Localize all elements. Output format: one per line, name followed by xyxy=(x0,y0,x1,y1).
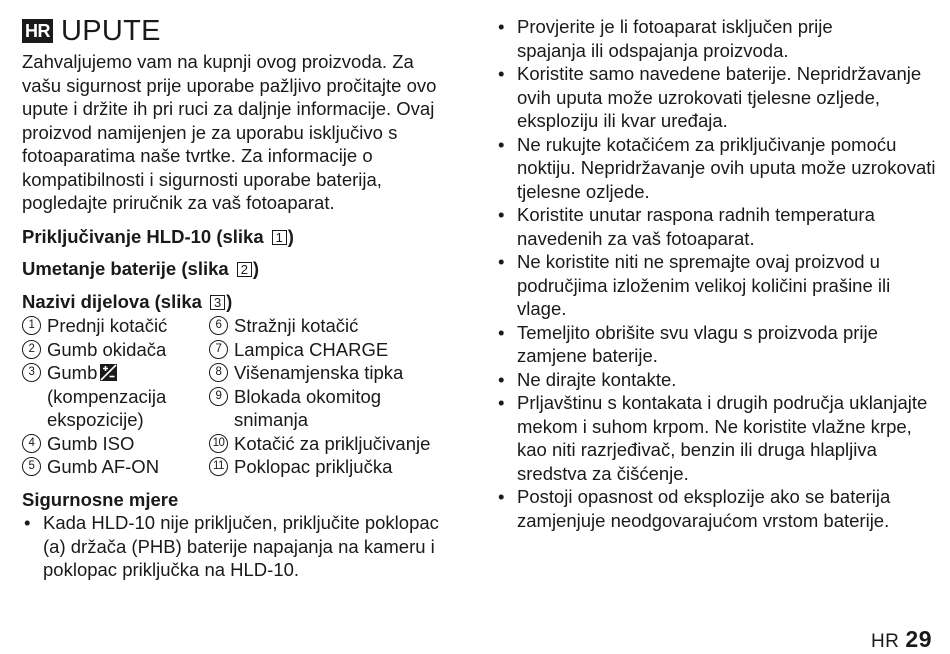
part-label: Gumb okidača xyxy=(47,338,167,360)
page-number: 29 xyxy=(905,626,932,652)
safety-item: • Postoji opasnost od eksplozije ako se baterija zamjenjuje neodgovarajućom vrstom baterije. xyxy=(496,485,936,532)
heading-parts-close: ) xyxy=(226,290,233,312)
heading-connecting xyxy=(22,225,462,249)
safety-item: • Ne dirajte kontakte. xyxy=(496,368,936,392)
heading-battery-close: ) xyxy=(252,258,259,279)
part-label-group xyxy=(47,361,209,432)
figure-ref-1: 1 xyxy=(272,230,287,245)
safety-item: • Provjerite je li fotoaparat isključen prije spajanja ili odspajanja proizvoda. xyxy=(496,15,897,62)
part-item xyxy=(22,338,209,362)
part-number: 4 xyxy=(22,434,41,453)
footer-language: HR xyxy=(870,631,900,652)
part-label-extra: (kompenzacija ekspozicije) xyxy=(47,385,167,430)
safety-list-left xyxy=(22,511,462,582)
part-number: 7 xyxy=(209,340,228,359)
part-item xyxy=(209,338,462,362)
part-number: 8 xyxy=(209,363,228,382)
part-number: 11 xyxy=(209,457,228,476)
exposure-compensation-icon xyxy=(100,364,117,381)
intro-paragraph: Zahvaljujemo vam na kupnji ovog proizvoda. Za vašu sigurnost prije uporabe pažljivo pročitajte ovo upute i držite ih pri ruci za daljnje informacije. Ovaj proizvod namijenjen je za uporabu isključivo s fotoaparatima naše tvrtke. Za informacije o kompatibilnosti i sigurnosti uporabe baterija, pogledajte priručnik za vaš fotoaparat. xyxy=(22,51,437,213)
part-number: 1 xyxy=(22,316,41,335)
part-item xyxy=(22,432,209,456)
part-item xyxy=(209,361,462,385)
page-footer xyxy=(871,627,932,654)
part-item xyxy=(209,385,462,432)
part-label: Poklopac priključka xyxy=(234,456,393,477)
parts-list-left xyxy=(22,314,209,479)
heading-connecting-close: ) xyxy=(287,225,294,247)
part-number: 5 xyxy=(22,457,41,476)
part-number: 9 xyxy=(209,387,228,406)
part-item xyxy=(22,455,209,479)
part-number: 6 xyxy=(209,316,228,335)
part-label: Gumb ISO xyxy=(47,432,135,454)
part-item xyxy=(209,314,462,338)
safety-item: • Koristite samo navedene baterije. Nepridržavanje ovih uputa može uzrokovati tjelesne ozljede, eksploziju ili kvar uređaja. xyxy=(496,62,937,133)
safety-item: • Ne rukujte kotačićem za priključivanje pomoću noktiju. Nepridržavanje ovih uputa može uzrokovati tjelesne ozljede. xyxy=(496,133,936,204)
parts-list xyxy=(22,314,462,479)
part-number: 3 xyxy=(22,363,41,382)
safety-item: • Temeljito obrišite svu vlagu s proizvoda prije zamjene baterije. xyxy=(496,321,937,368)
part-label: Višenamjenska tipka xyxy=(234,362,404,383)
safety-list-right xyxy=(496,15,936,532)
right-column xyxy=(496,15,936,532)
figure-ref-2: 2 xyxy=(237,262,252,277)
part-item xyxy=(22,314,209,338)
part-label: Prednji kotačić xyxy=(47,315,168,336)
heading-parts-text: Nazivi dijelova (slika xyxy=(22,290,202,312)
safety-item: • Ne koristite niti ne spremajte ovaj proizvod u područjima izloženim velikoj količini prašine ili vlage. xyxy=(496,250,937,321)
part-item xyxy=(209,455,462,479)
heading-parts xyxy=(22,290,462,314)
part-label: Blokada okomitog snimanja xyxy=(234,385,382,430)
part-number: 10 xyxy=(209,434,228,453)
heading-battery xyxy=(22,257,462,281)
part-number: 2 xyxy=(22,340,41,359)
heading-connecting-text: Priključivanje HLD-10 (slika xyxy=(22,225,264,247)
safety-item: • Koristite unutar raspona radnih temperatura navedenih za vaš fotoaparat. xyxy=(496,203,937,250)
part-item xyxy=(209,432,462,456)
part-item xyxy=(22,361,209,432)
language-badge: HR xyxy=(22,19,53,43)
figure-ref-3: 3 xyxy=(210,295,225,310)
safety-item: • Kada HLD-10 nije priključen, priključite poklopac (a) držača (PHB) baterije napajanja na kameru i poklopac priključka na HLD-10. xyxy=(22,511,447,582)
heading-safety: Sigurnosne mjere xyxy=(22,488,179,510)
parts-list-right xyxy=(209,314,462,479)
part-label: Stražnji kotačić xyxy=(234,315,359,336)
part-label: Lampica CHARGE xyxy=(234,338,389,360)
heading-battery-text: Umetanje baterije (slika xyxy=(22,258,229,279)
page-title: UPUTE xyxy=(61,15,161,47)
left-column xyxy=(22,14,462,582)
page-header xyxy=(22,14,462,48)
part-label: Gumb AF-ON xyxy=(47,456,160,477)
part-label: Kotačić za priključivanje xyxy=(234,432,431,454)
safety-item: • Prljavštinu s kontakata i drugih područja uklanjajte mekom i suhom krpom. Ne koristite vlažne krpe, kao niti razrjeđivač, benzin ili druga hlapljiva sredstva za čišćenje. xyxy=(496,391,936,485)
intro-section xyxy=(22,50,462,215)
part-label: Gumb xyxy=(47,362,98,383)
